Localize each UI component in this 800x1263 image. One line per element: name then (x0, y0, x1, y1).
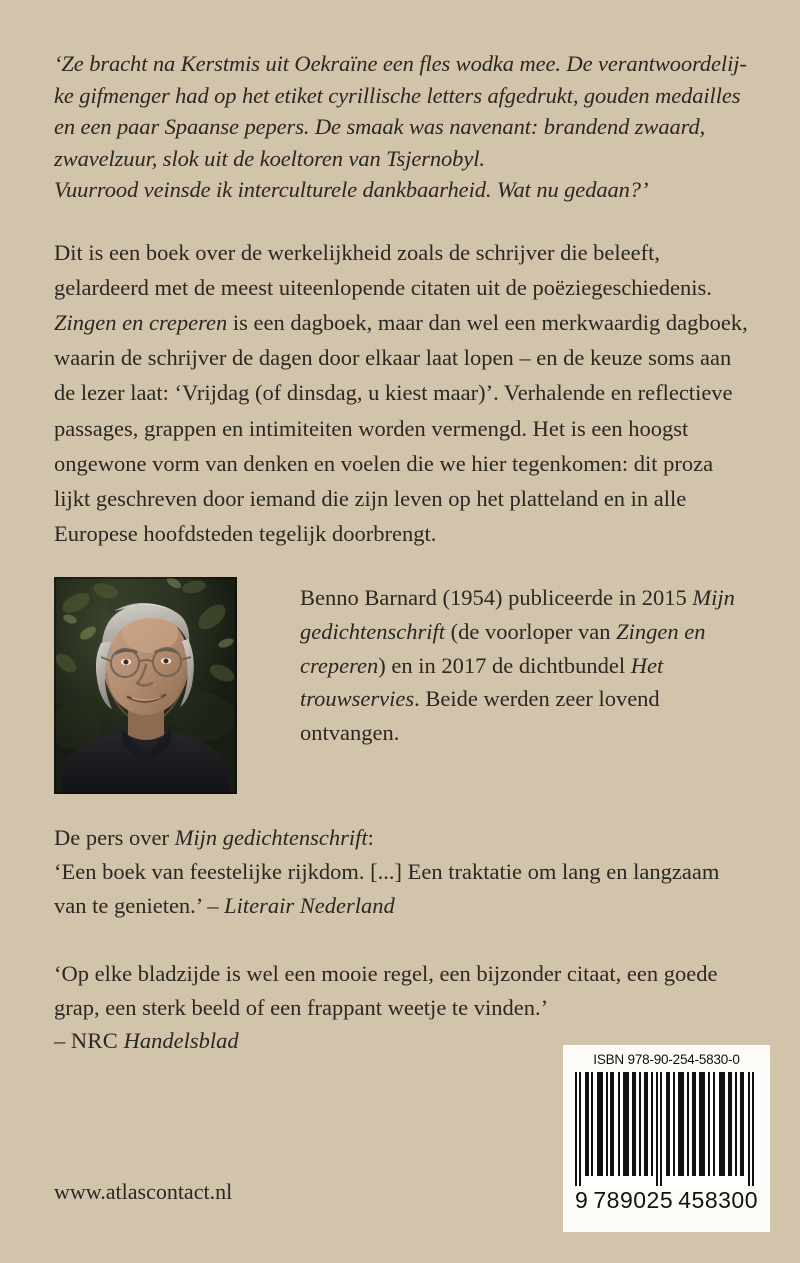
isbn-barcode-panel (563, 1045, 770, 1232)
pull-quote-line: ‘Ze bracht na Kerstmis uit Oekraïne een fles wodka mee. De verantwoordelij- (54, 51, 747, 76)
press-quotes-second (54, 922, 750, 1058)
publisher-website[interactable]: www.atlascontact.nl (54, 1179, 233, 1204)
press-source-handelsblad: Handelsblad (118, 1028, 239, 1054)
press-heading-part-2: : (367, 825, 374, 851)
bio-text-part-3: ) en in 2017 de dichtbundel (378, 652, 631, 678)
ean-digits (573, 1187, 760, 1214)
book-title-het-trouwservies: Het trouwservies (300, 652, 664, 712)
press-heading-part-1: De pers over (54, 825, 175, 851)
press-heading-title: Mijn gedichtenschrift (174, 825, 368, 851)
bio-text-part-1: Benno Barnard (1954) publiceerde in 2015 (300, 585, 693, 611)
description-text-part-1: Dit is een boek over de werkelijkheid zoals de schrijver die beleeft, gelardeerd met de meest uiteenlopende citaten uit de poëziegeschiedenis. (54, 239, 712, 300)
press-quote-1-source: Literair Nederland (224, 892, 395, 918)
isbn-number-label: ISBN 978-90-254-5830-0 (593, 1052, 740, 1067)
pull-quote-line: Vuurrood veinsde ik interculturele dankbaarheid. Wat nu gedaan?’ (54, 177, 649, 202)
author-section (54, 577, 750, 799)
author-photo (54, 577, 237, 794)
pull-quote-line: ke gifmenger had op het etiket cyrillische letters afgedrukt, gouden medailles (54, 82, 741, 108)
book-title-zingen-en-creperen-bio: Zingen en creperen (300, 618, 706, 678)
press-source-nrc: NRC (70, 1028, 119, 1054)
ean-digit-group-mid: 789025 (593, 1187, 674, 1213)
ean-digit-group-right: 458300 (678, 1187, 758, 1213)
ean-digit-group-left: 9 (575, 1187, 589, 1213)
pull-quote (54, 48, 750, 206)
bio-text-part-4: . Beide werden zeer lovend ontvangen. (300, 686, 660, 745)
author-portrait-image (54, 577, 237, 794)
press-quote-literair-nederland (54, 855, 750, 922)
attribution-dash: – (54, 1028, 71, 1054)
press-quotes-first (54, 799, 750, 922)
book-title-zingen-en-creperen: Zingen en creperen (54, 309, 228, 335)
description-text-part-2: is een dagboek, maar dan wel een merkwaardig dagboek, waarin de schrijver de dagen door elkaar laat lopen – en de keuze soms aan de lezer laat: ‘Vrijdag (of dinsdag, u kiest maar)’. Verhalende en reflectieve passages, grappen en intimiteiten worden vermengd. Het is een hoogst ongewone vorm van denken en voelen die we hier tegenkomen: dit proza lijkt geschreven door iemand die zijn leven op het platteland en in alle Europese hoofdsteden tegelijk doorbrengt. (54, 309, 748, 547)
cover-text-content (54, 48, 750, 1058)
bio-text-part-2: (de voorloper van (444, 618, 617, 644)
press-heading (54, 821, 750, 855)
barcode-bars (573, 1072, 760, 1186)
press-quote-1-text: ‘Een boek van feestelijke rijkdom. [...] Een traktatie om lang en langzaam van te genieten.’ – (54, 858, 720, 918)
pull-quote-line: en een paar Spaanse pepers. De smaak was navenant: brandend zwaard, (54, 114, 706, 139)
press-quote-nrc-text: ‘Op elke bladzijde is wel een mooie regel, een bijzonder citaat, een goede grap, een sterk beeld of een frappant weetje te vinden.’ (54, 961, 718, 1020)
pull-quote-line: zwavelzuur, slok uit de koeltoren van Tsjernobyl. (54, 145, 485, 171)
book-description (54, 206, 750, 552)
book-title-mijn-gedichtenschrift: Mijn gedichtenschrift (300, 585, 735, 644)
